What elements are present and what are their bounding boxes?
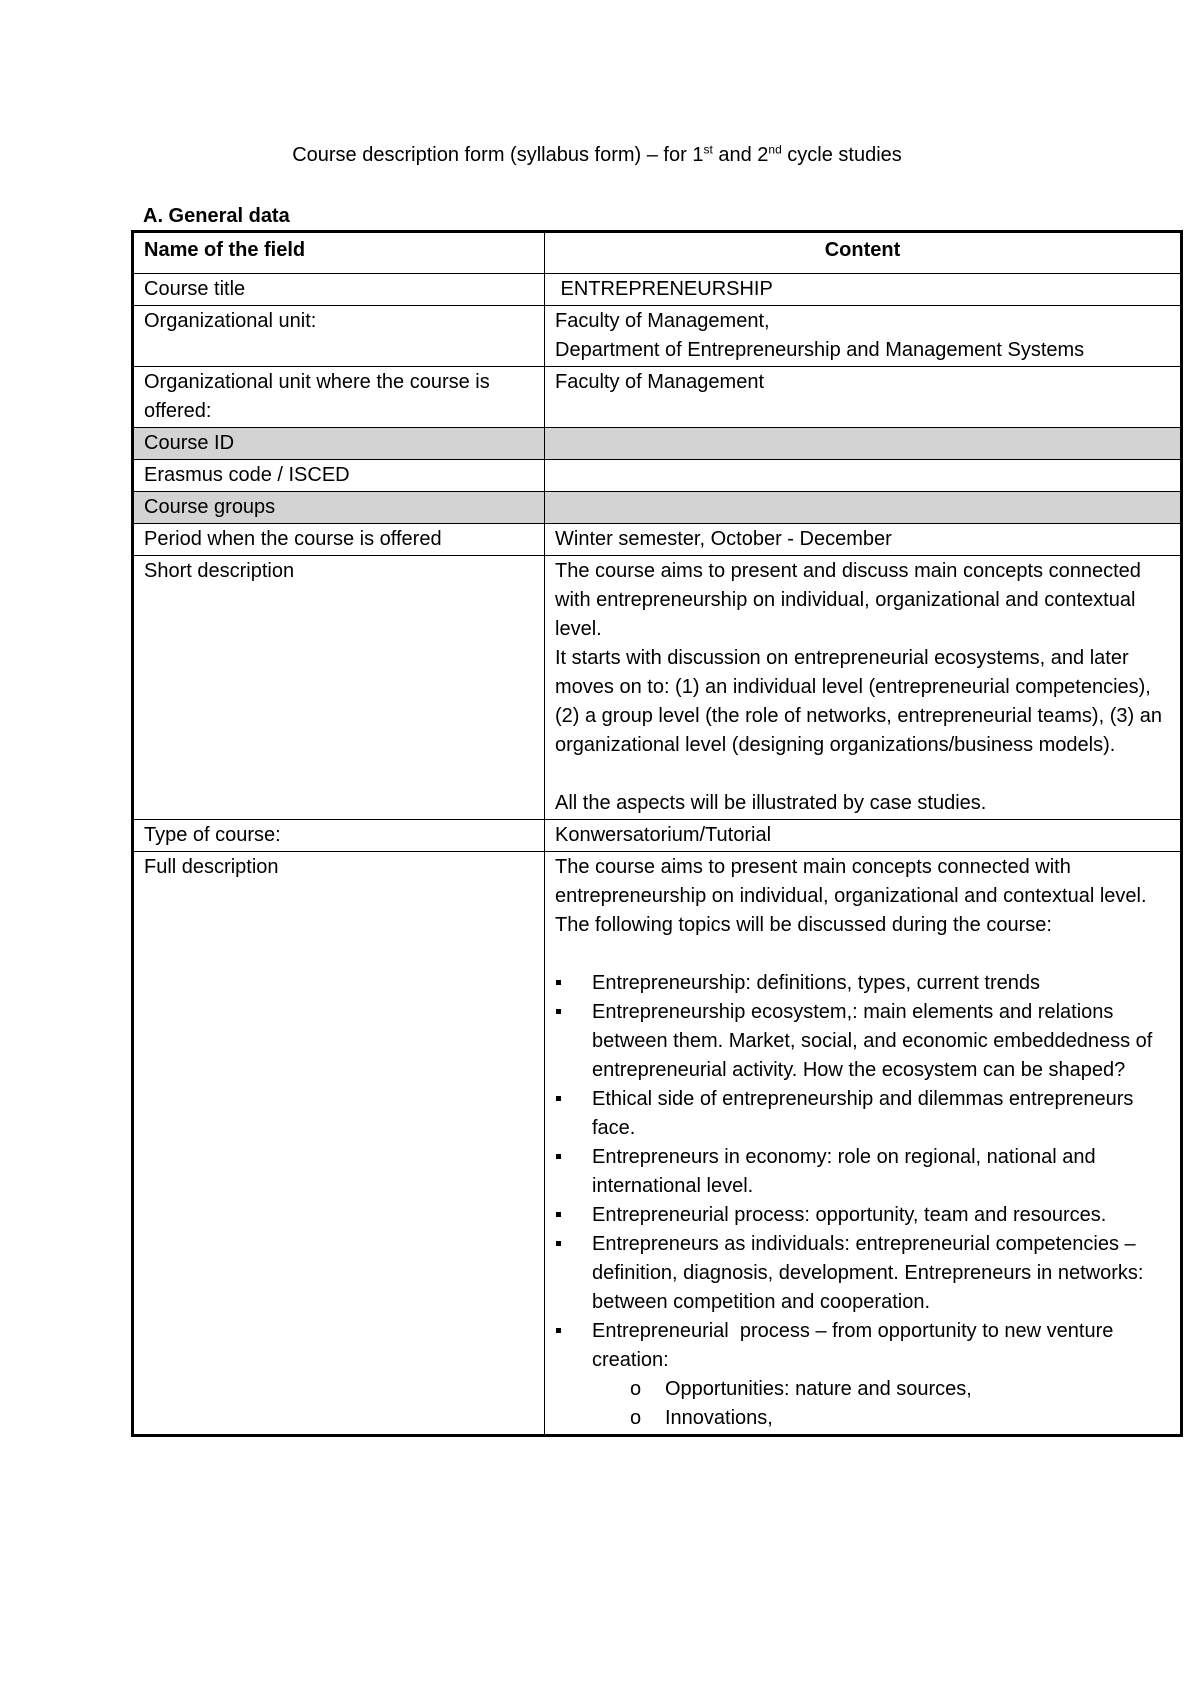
course-id-label: Course ID xyxy=(133,428,545,460)
list-item: Entrepreneurial process – from opportunity to new venture creation: xyxy=(555,1317,1170,1375)
section-heading: A. General data xyxy=(143,205,290,227)
square-bullet-icon xyxy=(556,1096,561,1101)
short-desc-label: Short description xyxy=(133,556,545,820)
table-row xyxy=(133,367,1182,428)
circle-bullet-icon: o xyxy=(630,1407,642,1429)
full-desc-value xyxy=(545,852,1182,1436)
square-bullet-icon xyxy=(556,1328,561,1333)
list-item: Entrepreneurial process: opportunity, team and resources. xyxy=(555,1201,1170,1230)
square-bullet-icon xyxy=(556,1009,561,1014)
list-item: Ethical side of entrepreneurship and dilemmas entrepreneurs face. xyxy=(555,1085,1170,1143)
table-row xyxy=(133,492,1182,524)
square-bullet-icon xyxy=(556,1154,561,1159)
full-desc-label: Full description xyxy=(133,852,545,1436)
short-desc-paragraph: It starts with discussion on entrepreneurial ecosystems, and later moves on to: (1) an individual level (entrepreneurial competencies), (2) a group level (the role of networks, entrepreneurial teams), (3) an organizational level (designing organizations/business models). xyxy=(555,647,1162,756)
full-desc-intro: The course aims to present main concepts connected with entrepreneurship on individual, organizational and contextual level. The following topics will be discussed during the course: xyxy=(555,856,1147,936)
list-item: Entrepreneurship ecosystem,: main elements and relations between them. Market, social, and economic embeddedness of entrepreneurial activity. How the ecosystem can be shaped? xyxy=(555,998,1170,1085)
table-row xyxy=(133,306,1182,367)
circle-bullet-icon: o xyxy=(630,1378,642,1400)
header-content: Content xyxy=(545,232,1182,274)
general-data-table xyxy=(131,230,1183,1437)
course-id-value xyxy=(545,428,1182,460)
header-field: Name of the field xyxy=(133,232,545,274)
table-row xyxy=(133,820,1182,852)
org-unit-value xyxy=(545,306,1182,367)
table-row xyxy=(133,428,1182,460)
title-sup-first: st xyxy=(703,142,713,156)
table-row xyxy=(133,556,1182,820)
type-value: Konwersatorium/Tutorial xyxy=(545,820,1182,852)
erasmus-label: Erasmus code / ISCED xyxy=(133,460,545,492)
table-row xyxy=(133,524,1182,556)
short-desc-value xyxy=(545,556,1182,820)
square-bullet-icon xyxy=(556,1241,561,1246)
org-unit-label: Organizational unit: xyxy=(133,306,545,367)
org-unit-value-line: Department of Entrepreneurship and Management Systems xyxy=(555,339,1085,361)
table-row xyxy=(133,852,1182,1436)
list-item: Entrepreneurs in economy: role on regional, national and international level. xyxy=(555,1143,1170,1201)
course-title-value: ENTREPRENEURSHIP xyxy=(545,274,1182,306)
short-desc-paragraph: The course aims to present and discuss main concepts connected with entrepreneurship on individual, organizational and contextual level. xyxy=(555,560,1141,640)
topic-list xyxy=(555,969,1170,1375)
org-unit-value-line: Faculty of Management, xyxy=(555,310,770,332)
title-middle: and 2 xyxy=(712,143,769,166)
course-title-label: Course title xyxy=(133,274,545,306)
title-prefix: Course description form (syllabus form) – for 1 xyxy=(292,143,704,166)
document-title xyxy=(0,142,1200,167)
table-row xyxy=(133,274,1182,306)
list-item: Entrepreneurship: definitions, types, current trends xyxy=(555,969,1170,998)
sub-topic-list xyxy=(555,1375,1170,1433)
table-header-row xyxy=(133,232,1182,274)
square-bullet-icon xyxy=(556,1212,561,1217)
org-unit-offered-label: Organizational unit where the course is offered: xyxy=(133,367,545,428)
list-item: o Opportunities: nature and sources, xyxy=(555,1375,1170,1404)
period-value: Winter semester, October - December xyxy=(545,524,1182,556)
title-suffix: cycle studies xyxy=(781,143,902,166)
square-bullet-icon xyxy=(556,980,561,985)
period-label: Period when the course is offered xyxy=(133,524,545,556)
type-label: Type of course: xyxy=(133,820,545,852)
list-item: Entrepreneurs as individuals: entrepreneurial competencies – definition, diagnosis, development. Entrepreneurs in networks: between competition and cooperation. xyxy=(555,1230,1170,1317)
course-groups-label: Course groups xyxy=(133,492,545,524)
erasmus-value xyxy=(545,460,1182,492)
short-desc-paragraph: All the aspects will be illustrated by case studies. xyxy=(555,792,987,814)
course-groups-value xyxy=(545,492,1182,524)
title-sup-second: nd xyxy=(768,142,782,156)
org-unit-offered-value: Faculty of Management xyxy=(545,367,1182,428)
table-row xyxy=(133,460,1182,492)
list-item: o Innovations, xyxy=(555,1404,1170,1433)
